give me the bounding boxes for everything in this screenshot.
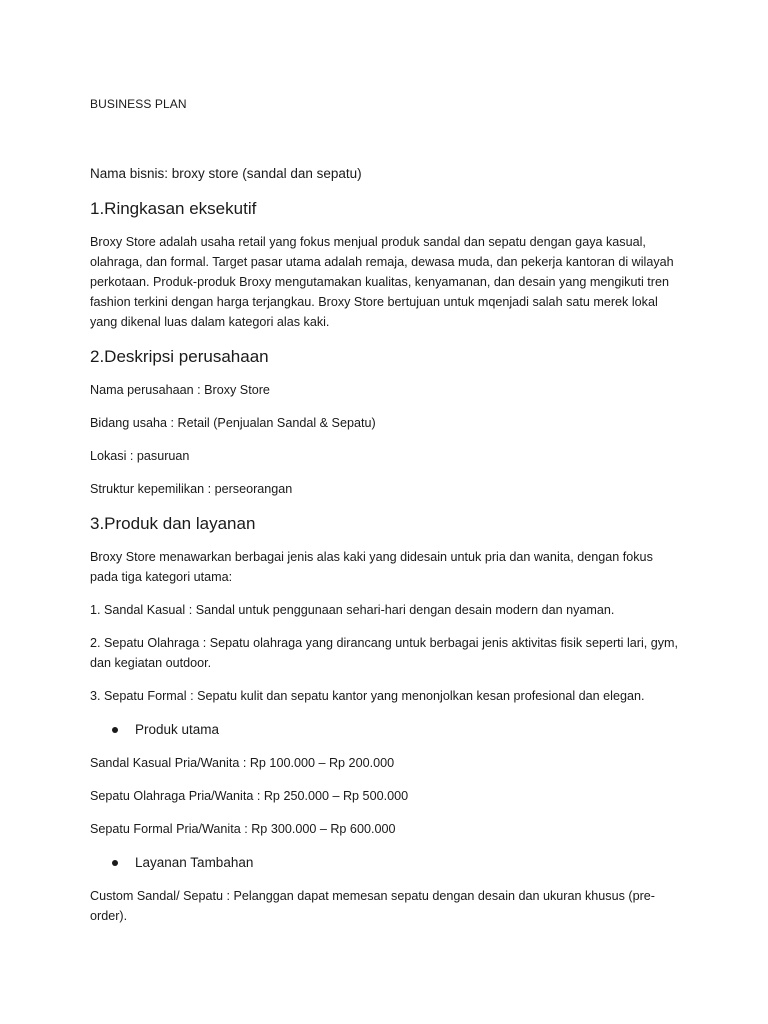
location-line: Lokasi : pasuruan [90, 449, 190, 463]
executive-summary-paragraph: Broxy Store adalah usaha retail yang fokus menjual produk sandal dan sepatu dengan gaya kasual, olahraga, dan formal. Target pasar utama adalah remaja, dewasa muda, dan pekerja kantoran di wilayah perkotaan. Produk-produk Broxy mengutamakan kualitas, kenyamanan, dan desain yang mengikuti tren fashion terkini dengan harga terjangkau. Broxy Store bertujuan untuk mqenjadi salah satu merek lokal yang dikenal luas dalam kategori alas kaki. [90, 235, 674, 329]
category-item: 2. Sepatu Olahraga : Sepatu olahraga yang dirancang untuk berbagai jenis aktivitas fisik seperti lari, gym, dan kegiatan outdoor. [90, 636, 679, 670]
bullet-additional-services [112, 853, 680, 873]
bullet-dot-icon [112, 860, 118, 866]
price-line: Sepatu Olahraga Pria/Wanita : Rp 250.000 – Rp 500.000 [90, 789, 409, 803]
bullet-main-products [112, 720, 680, 740]
business-field-line: Bidang usaha : Retail (Penjualan Sandal & Sepatu) [90, 416, 376, 430]
section-heading-executive-summary: 1.Ringkasan eksekutif [90, 199, 257, 218]
document-body [90, 94, 680, 926]
ownership-line: Struktur kepemilikan : perseorangan [90, 482, 293, 496]
section-heading-products-services: 3.Produk dan layanan [90, 514, 256, 533]
price-line: Sepatu Formal Pria/Wanita : Rp 300.000 – Rp 600.000 [90, 822, 396, 836]
section-heading-company-description: 2.Deskripsi perusahaan [90, 347, 269, 366]
category-item: 1. Sandal Kasual : Sandal untuk penggunaan sehari-hari dengan desain modern dan nyaman. [90, 603, 615, 617]
business-name: Nama bisnis: broxy store (sandal dan sepatu) [90, 166, 362, 181]
bullet-label: Layanan Tambahan [135, 855, 254, 870]
bullet-dot-icon [112, 727, 118, 733]
custom-service-paragraph: Custom Sandal/ Sepatu : Pelanggan dapat memesan sepatu dengan desain dan ukuran khusus (pre-order). [90, 889, 655, 923]
company-name-line: Nama perusahaan : Broxy Store [90, 383, 270, 397]
products-intro-paragraph: Broxy Store menawarkan berbagai jenis alas kaki yang didesain untuk pria dan wanita, dengan fokus pada tiga kategori utama: [90, 550, 653, 584]
bullet-label: Produk utama [135, 722, 220, 737]
document-title: BUSINESS PLAN [90, 97, 187, 111]
category-item: 3. Sepatu Formal : Sepatu kulit dan sepatu kantor yang menonjolkan kesan profesional dan elegan. [90, 689, 645, 703]
price-line: Sandal Kasual Pria/Wanita : Rp 100.000 – Rp 200.000 [90, 756, 395, 770]
